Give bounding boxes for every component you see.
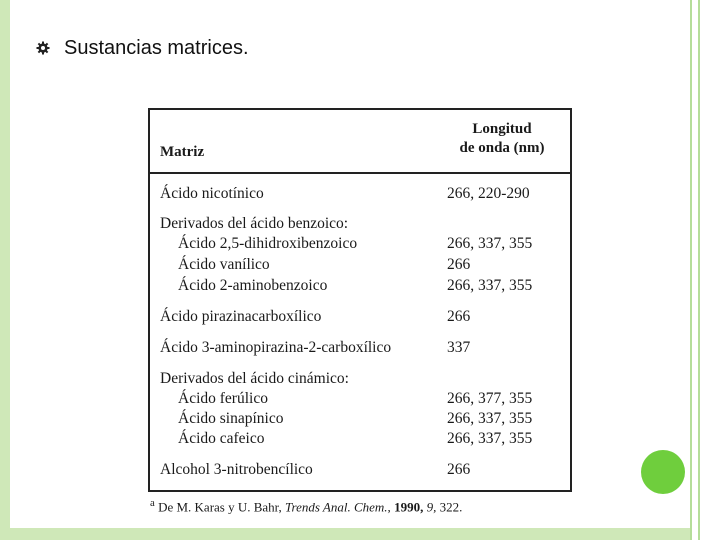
row-value: 266, 337, 355 [447,410,533,427]
matrix-table [148,108,572,492]
bullet-item [36,36,249,60]
row-value: 266, 337, 355 [447,430,533,447]
slide-frame-bottom [0,528,700,540]
bullet-text: Sustancias matrices. [64,36,249,59]
header-wavelength-line2: de onda (nm) [459,140,545,156]
table-footnote [150,497,580,515]
decorative-circle [641,450,685,494]
row-matrix: Ácido nicotínico [160,185,264,202]
gear-bullet-icon [36,41,50,55]
header-wavelength-line1: Longitud [472,121,532,137]
row-matrix: Ácido 2-aminobenzoico [178,277,328,294]
row-value: 266, 337, 355 [447,277,533,294]
footnote-marker: a [150,497,155,509]
row-matrix: Derivados del ácido benzoico: [160,215,349,232]
table-row [150,369,570,389]
row-value: 266, 220-290 [447,185,530,202]
row-matrix: Ácido 3-aminopirazina-2-carboxílico [160,339,392,356]
table-row [150,214,570,234]
row-matrix: Ácido ferúlico [178,390,268,407]
table-row [150,234,570,254]
row-value: 266 [447,256,471,273]
row-value: 337 [447,339,471,356]
footnote-volume: 9, [426,499,437,515]
slide-frame-right [690,0,700,540]
footnote-authors: De M. Karas y U. Bahr, [158,499,282,515]
header-matrix: Matriz [160,144,205,160]
table-row [150,429,570,449]
row-matrix: Alcohol 3-nitrobencílico [160,461,313,478]
row-matrix: Ácido cafeico [178,430,265,447]
row-value: 266 [447,461,471,478]
row-value: 266, 337, 355 [447,235,533,252]
table-header [150,110,570,174]
row-matrix: Ácido pirazinacarboxílico [160,308,322,325]
row-value: 266 [447,308,471,325]
table-row [150,338,570,358]
row-value: 266, 377, 355 [447,390,533,407]
table-row [150,409,570,429]
slide-frame-left [0,0,10,540]
row-matrix: Derivados del ácido cinámico: [160,370,349,387]
footnote-journal: Trends Anal. Chem., [284,499,391,515]
row-matrix: Ácido 2,5-dihidroxibenzoico [178,235,358,252]
footnote-pages: 322. [439,499,463,515]
table-row [150,389,570,409]
table-row [150,307,570,327]
table-row [150,460,570,480]
table-row [150,255,570,275]
header-wavelength [442,120,562,158]
table-row [150,276,570,296]
row-matrix: Ácido vanílico [178,256,270,273]
row-matrix: Ácido sinapínico [178,410,284,427]
footnote-year: 1990, [394,499,424,515]
table-row [150,184,570,204]
